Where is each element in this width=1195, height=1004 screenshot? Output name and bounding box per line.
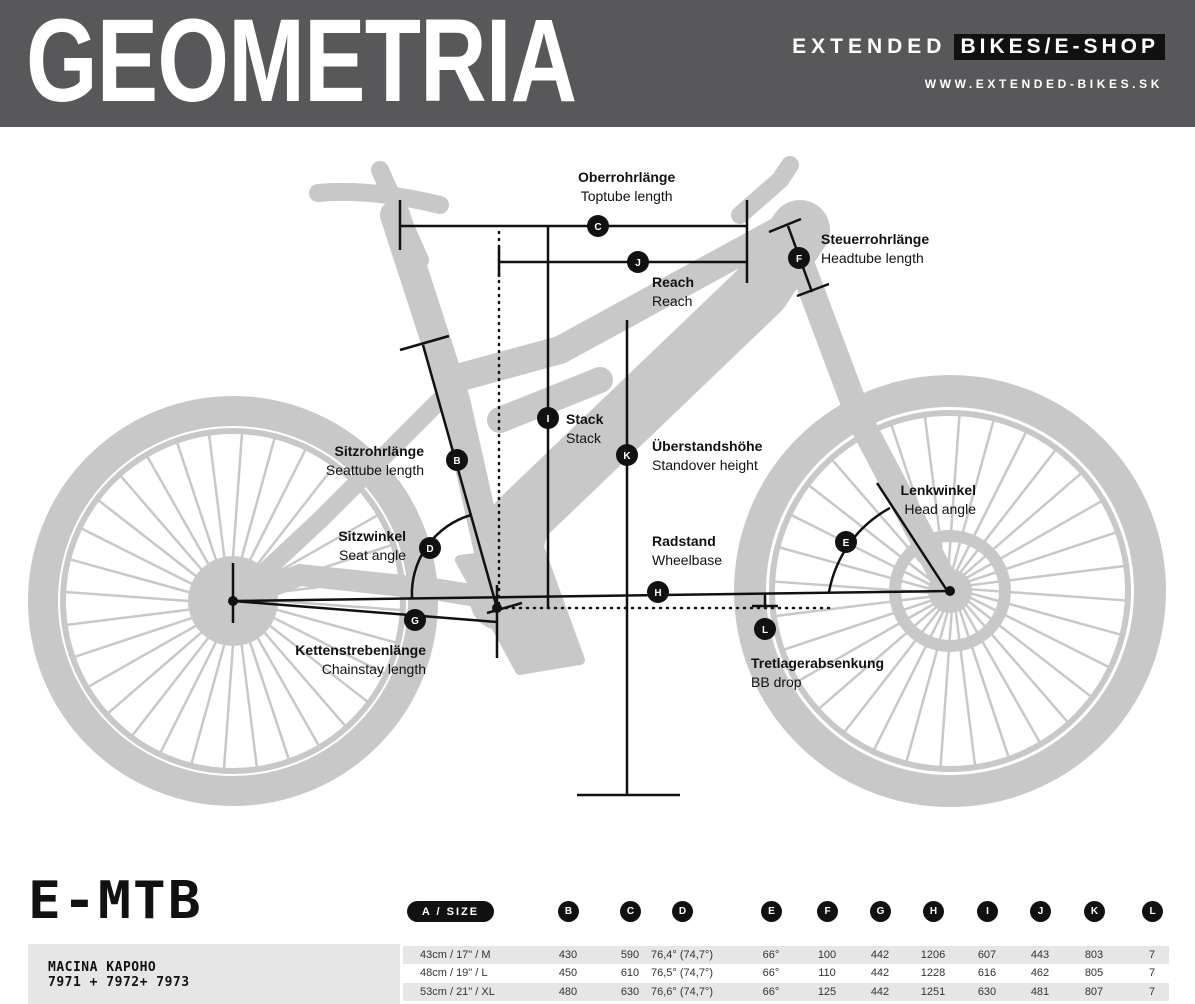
cell-g: 442 [870, 949, 890, 961]
size-column-header: A / SIZE [407, 901, 494, 922]
column-header-j: J [1030, 901, 1051, 922]
marker-e [835, 531, 857, 553]
svg-text:G: G [411, 616, 419, 627]
marker-d [419, 537, 441, 559]
cell-b: 430 [558, 949, 578, 961]
cell-j: 481 [1030, 986, 1050, 998]
column-header-e: E [761, 901, 782, 922]
label-chainstay: Kettenstrebenlänge Chainstay length [295, 642, 426, 677]
column-header-h: H [923, 901, 944, 922]
svg-text:H: H [654, 588, 662, 599]
cell-d: 76,4° (74,7°) [651, 949, 713, 961]
size-cell: 48cm / 19" / L [420, 967, 488, 979]
svg-text:K: K [623, 451, 631, 462]
cell-g: 442 [870, 986, 890, 998]
table-row [403, 983, 1169, 1001]
cell-h: 1251 [920, 986, 946, 998]
model-box [28, 944, 400, 1004]
cell-i: 630 [977, 986, 997, 998]
cell-k: 807 [1084, 986, 1104, 998]
page-title: GEOMETRIA [26, 0, 577, 127]
cell-l: 7 [1148, 949, 1156, 961]
cell-g: 442 [870, 967, 890, 979]
bike-silhouette [43, 165, 1150, 791]
cell-j: 443 [1030, 949, 1050, 961]
label-seatangle: Sitzwinkel Seat angle [338, 528, 406, 563]
category-title: E-MTB [28, 871, 203, 931]
saddle [318, 192, 440, 205]
marker-f [788, 247, 810, 269]
spoke [961, 596, 1091, 697]
table-row [403, 946, 1169, 964]
cell-c: 590 [620, 949, 640, 961]
cell-e: 66° [762, 986, 780, 998]
cell-b: 450 [558, 967, 578, 979]
svg-text:B: B [453, 456, 461, 467]
cell-c: 630 [620, 986, 640, 998]
header-bar [0, 0, 1195, 127]
column-header-i: I [977, 901, 998, 922]
svg-text:J: J [635, 258, 641, 269]
label-bbdrop: Tretlagerabsenkung BB drop [751, 655, 885, 690]
cell-i: 607 [977, 949, 997, 961]
brand-logo[interactable] [792, 34, 1165, 60]
cell-k: 805 [1084, 967, 1104, 979]
svg-text:E: E [842, 538, 850, 549]
cell-l: 7 [1148, 967, 1156, 979]
website-link[interactable]: WWW.EXTENDED-BIKES.SK [924, 77, 1163, 91]
size-cell: 53cm / 21" / XL [420, 986, 495, 998]
svg-text:D: D [426, 544, 434, 555]
svg-text:I: I [546, 414, 550, 425]
column-header-c: C [620, 901, 641, 922]
column-header-k: K [1084, 901, 1105, 922]
cell-h: 1206 [920, 949, 946, 961]
brand-text: EXTENDED [792, 35, 947, 58]
column-header-l: L [1142, 901, 1163, 922]
label-standover: Überstandshöhe Standover height [652, 438, 763, 473]
marker-i [537, 407, 559, 429]
label-stack: Stack Stack [566, 411, 604, 446]
svg-text:C: C [594, 222, 602, 233]
label-toptube: Oberrohrlänge Toptube length [578, 169, 676, 204]
cell-f: 100 [817, 949, 837, 961]
marker-h [647, 581, 669, 603]
svg-text:L: L [761, 625, 769, 636]
column-header-f: F [817, 901, 838, 922]
label-headtube: Steuerrohrlänge Headtube length [821, 231, 930, 266]
cell-f: 125 [817, 986, 837, 998]
brand-box-text: BIKES/E-SHOP [954, 34, 1165, 60]
cell-e: 66° [762, 967, 780, 979]
column-header-d: D [672, 901, 693, 922]
cell-d: 76,6° (74,7°) [651, 986, 713, 998]
cell-e: 66° [762, 949, 780, 961]
cell-j: 462 [1030, 967, 1050, 979]
cell-f: 110 [818, 967, 836, 979]
label-wheelbase: Radstand Wheelbase [652, 533, 723, 568]
label-reach: Reach Reach [652, 274, 695, 309]
marker-k [616, 444, 638, 466]
marker-c [587, 215, 609, 237]
marker-b [446, 449, 468, 471]
cell-i: 616 [977, 967, 997, 979]
model-code: 7971 + 7972+ 7973 [48, 975, 190, 990]
marker-j [627, 251, 649, 273]
table-row [403, 964, 1169, 982]
cell-k: 803 [1084, 949, 1104, 961]
column-header-g: G [870, 901, 891, 922]
marker-g [404, 609, 426, 631]
model-name: MACINA KAPOHO [48, 960, 157, 975]
cell-c: 610 [620, 967, 640, 979]
size-cell: 43cm / 17" / M [420, 949, 491, 961]
column-header-b: B [558, 901, 579, 922]
label-headangle: Lenkwinkel Head angle [900, 482, 976, 517]
label-seattube: Sitzrohrlänge Seattube length [325, 443, 424, 478]
cell-d: 76,5° (74,7°) [651, 967, 713, 979]
bike-geometry-diagram [0, 127, 1195, 847]
cell-h: 1228 [920, 967, 946, 979]
cell-b: 480 [558, 986, 578, 998]
cell-l: 7 [1148, 986, 1156, 998]
marker-l [754, 618, 776, 640]
svg-text:F: F [795, 254, 803, 265]
